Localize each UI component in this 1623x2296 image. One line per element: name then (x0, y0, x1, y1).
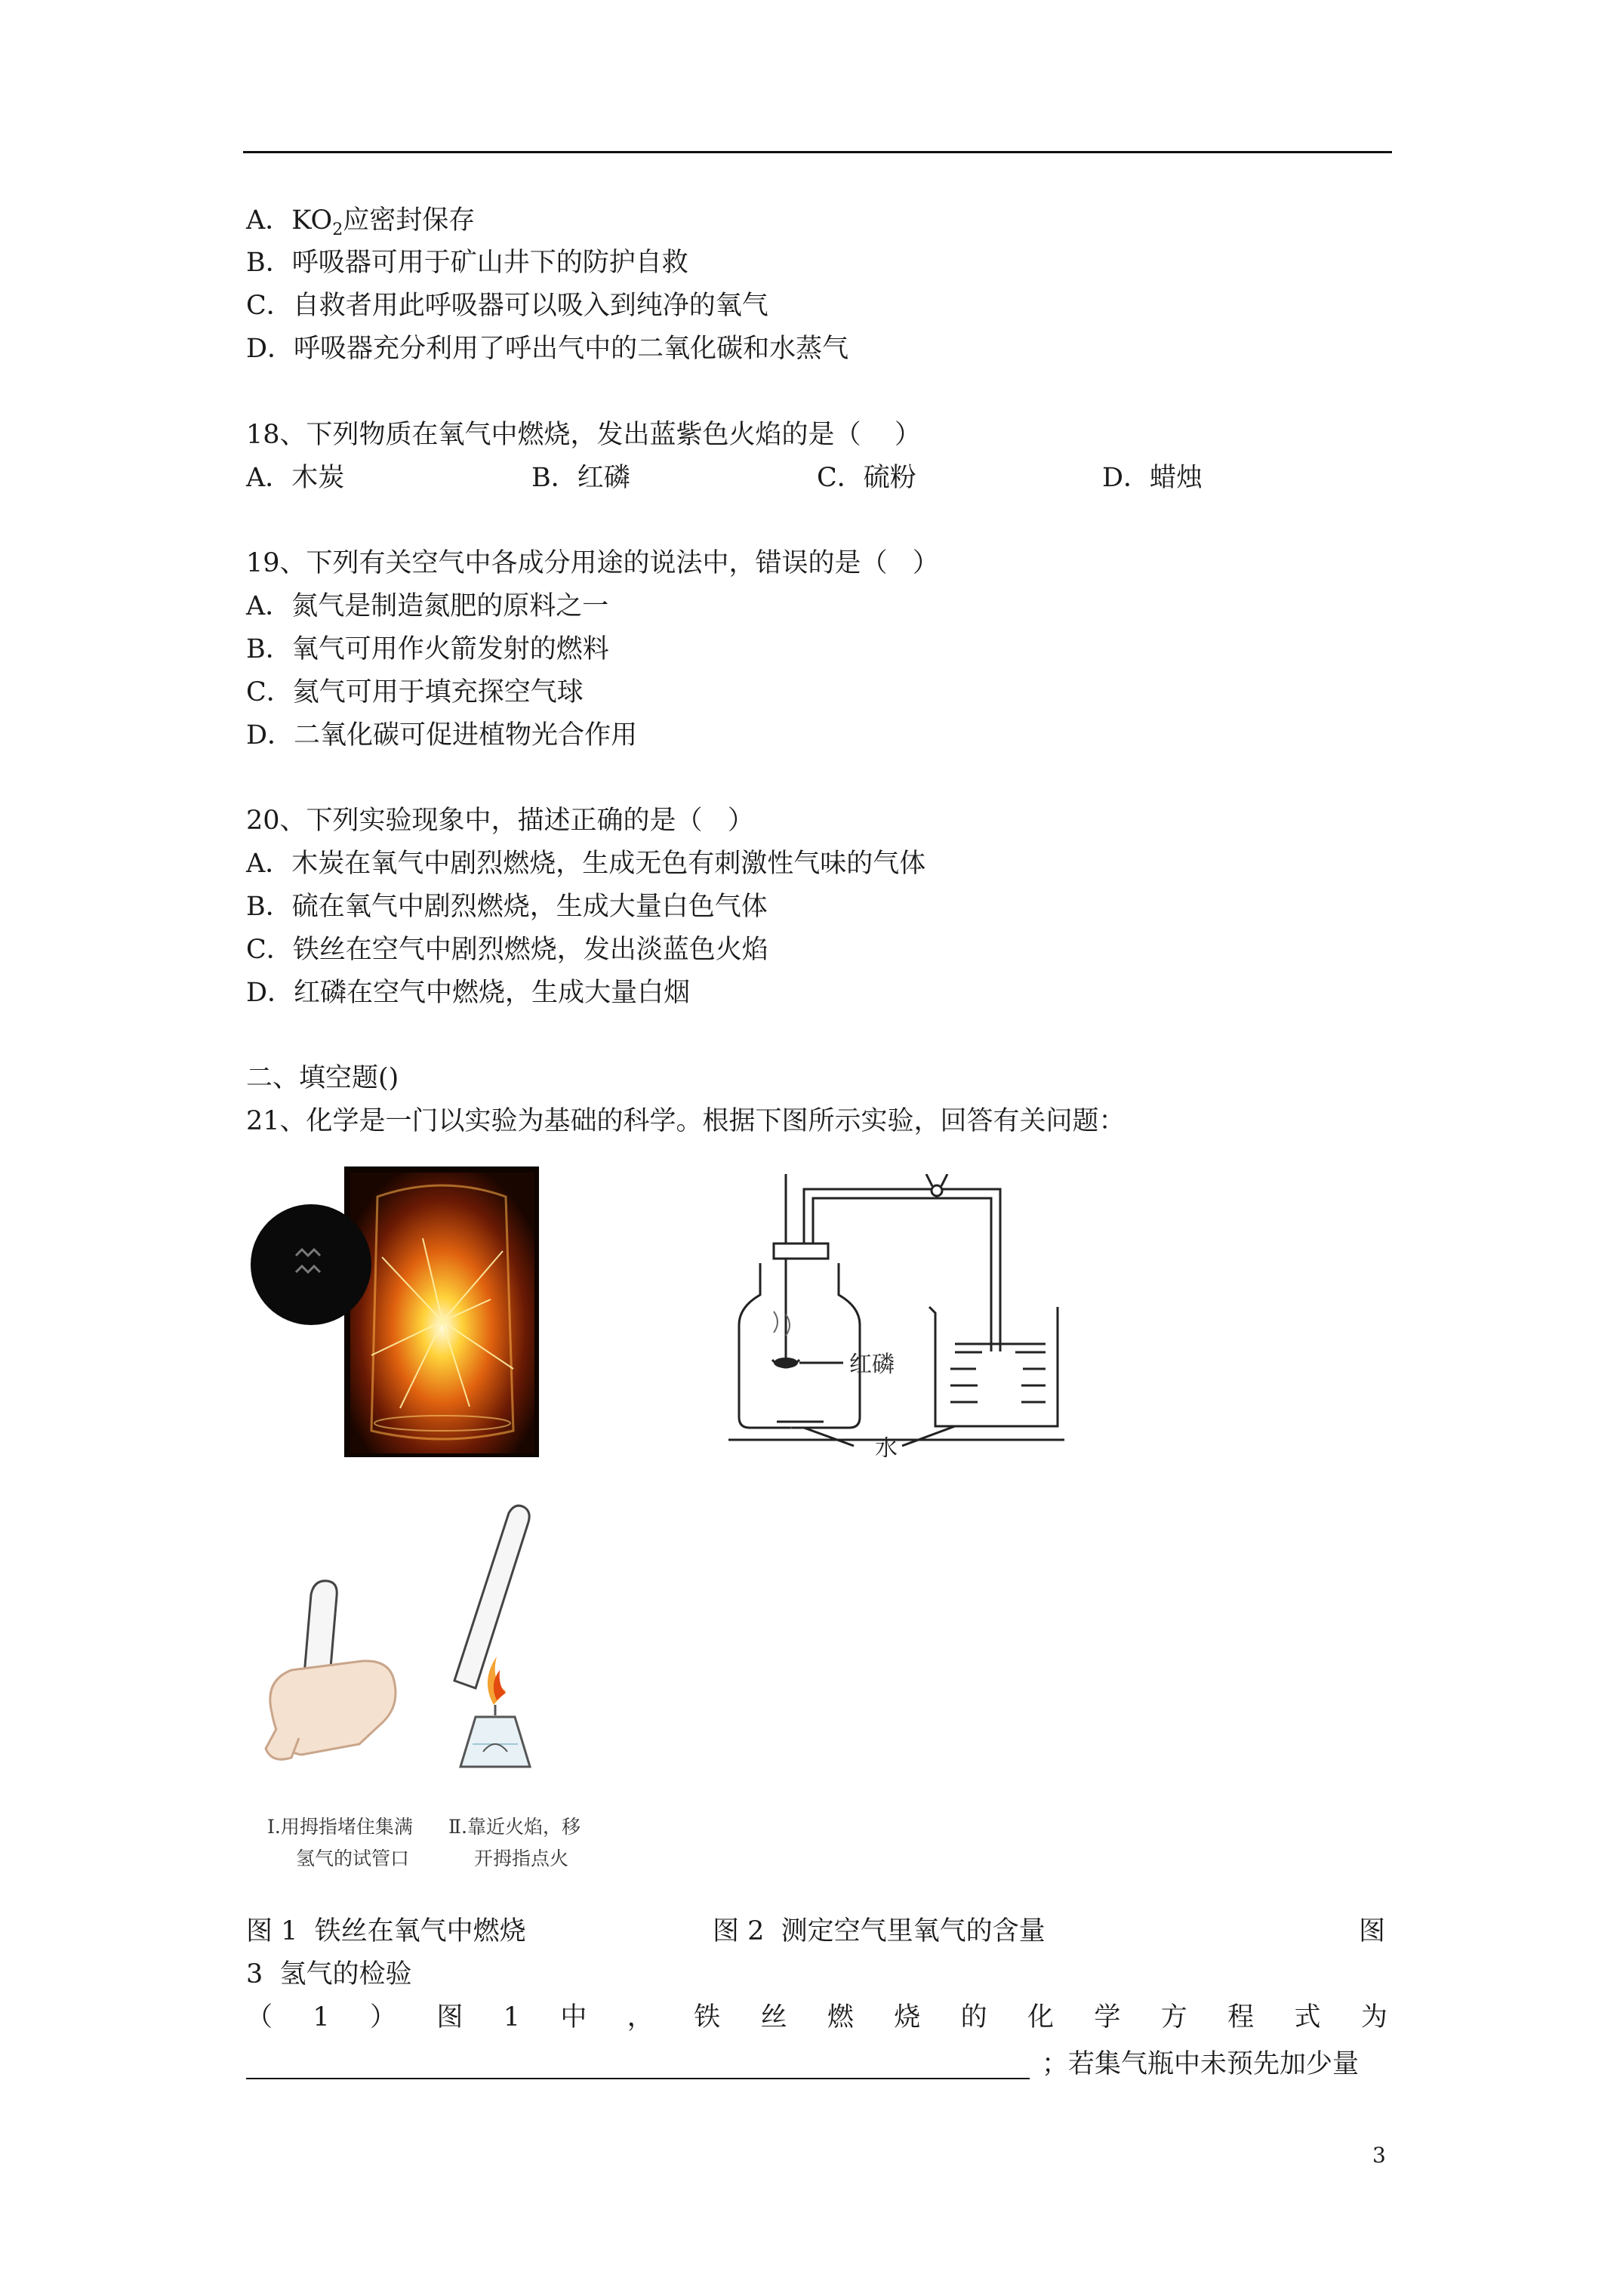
q17-option-c: C．自救者用此呼吸器可以吸入到纯净的氧气 (246, 291, 768, 321)
fig1-iron-burning-photo (249, 1166, 539, 1457)
q17-option-d: D．呼吸器充分利用了呼出气中的二氧化碳和水蒸气 (246, 334, 849, 364)
q19-option-a: A．氮气是制造氮肥的原料之一 (246, 591, 609, 621)
q18-option-d: D．蜡烛 (1102, 463, 1203, 493)
fig3-hydrogen-test-drawing (249, 1502, 604, 1786)
q19-option-b: B．氧气可用作火箭发射的燃料 (246, 634, 609, 664)
q18-option-c: C．硫粉 (817, 463, 916, 493)
q20-stem: 20、下列实验现象中，描述正确的是（ ） (246, 806, 754, 836)
fig3-step1-caption-line1: Ⅰ.用拇指堵住集满 (267, 1816, 413, 1838)
fig2-oxygen-measurement-diagram (728, 1174, 1064, 1457)
q20-option-d: D．红磷在空气中燃烧，生成大量白烟 (246, 978, 691, 1008)
q19-option-d: D．二氧化碳可促进植物光合作用 (246, 720, 638, 750)
q21-part1-stem: （ 1 ） 图 1 中 ， 铁 丝 燃 烧 的 化 学 方 程 式 为 (246, 2002, 1387, 2032)
q20-option-b: B．硫在氧气中剧烈燃烧，生成大量白色气体 (246, 892, 768, 922)
fig1-caption: 图 1 铁丝在氧气中燃烧 (246, 1916, 526, 1946)
q19-option-c: C．氦气可用于填充探空气球 (246, 677, 584, 707)
fig3-step2-caption-line2: 开拇指点火 (474, 1848, 569, 1869)
fig2-caption: 图 2 测定空气里氧气的含量 (713, 1916, 1046, 1946)
fig2-label-water: 水 (875, 1435, 898, 1457)
q20-option-c: C．铁丝在空气中剧烈燃烧，发出淡蓝色火焰 (246, 935, 768, 965)
header-rule (243, 151, 1392, 153)
q18-option-b: B．红磷 (531, 463, 630, 493)
q20-option-a: A．木炭在氧气中剧烈燃烧，生成无色有刺激性气味的气体 (246, 849, 926, 879)
answer-blank-line (246, 2078, 1030, 2079)
page-number: 3 (1372, 2143, 1386, 2168)
fig3-step2-caption-line1: Ⅱ.靠近火焰，移 (448, 1816, 581, 1838)
fig3-step1-caption-line2: 氢气的试管口 (296, 1848, 410, 1869)
fig3-caption-head: 图 (1359, 1916, 1386, 1946)
fig3-caption-tail: 3 氢气的检验 (246, 1959, 412, 1989)
q17-option-b: B．呼吸器可用于矿山井下的防护自救 (246, 248, 688, 278)
q19-stem: 19、下列有关空气中各成分用途的说法中，错误的是（ ） (246, 548, 939, 578)
section-heading: 二、填空题() (246, 1063, 399, 1093)
q17-option-a: A．$KO_2$应密封保存 (246, 205, 476, 239)
q18-option-a: A．木炭 (246, 463, 345, 493)
fig2-label-phosphorus: 红磷 (849, 1351, 895, 1378)
q21-stem: 21、化学是一门以实验为基础的科学。根据下图所示实验，回答有关问题： (246, 1106, 1126, 1136)
q18-stem: 18、下列物质在氧气中燃烧，发出蓝紫色火焰的是（ ） (246, 420, 922, 450)
q21-part1-tail: ；若集气瓶中未预先加少量 (1042, 2049, 1360, 2079)
